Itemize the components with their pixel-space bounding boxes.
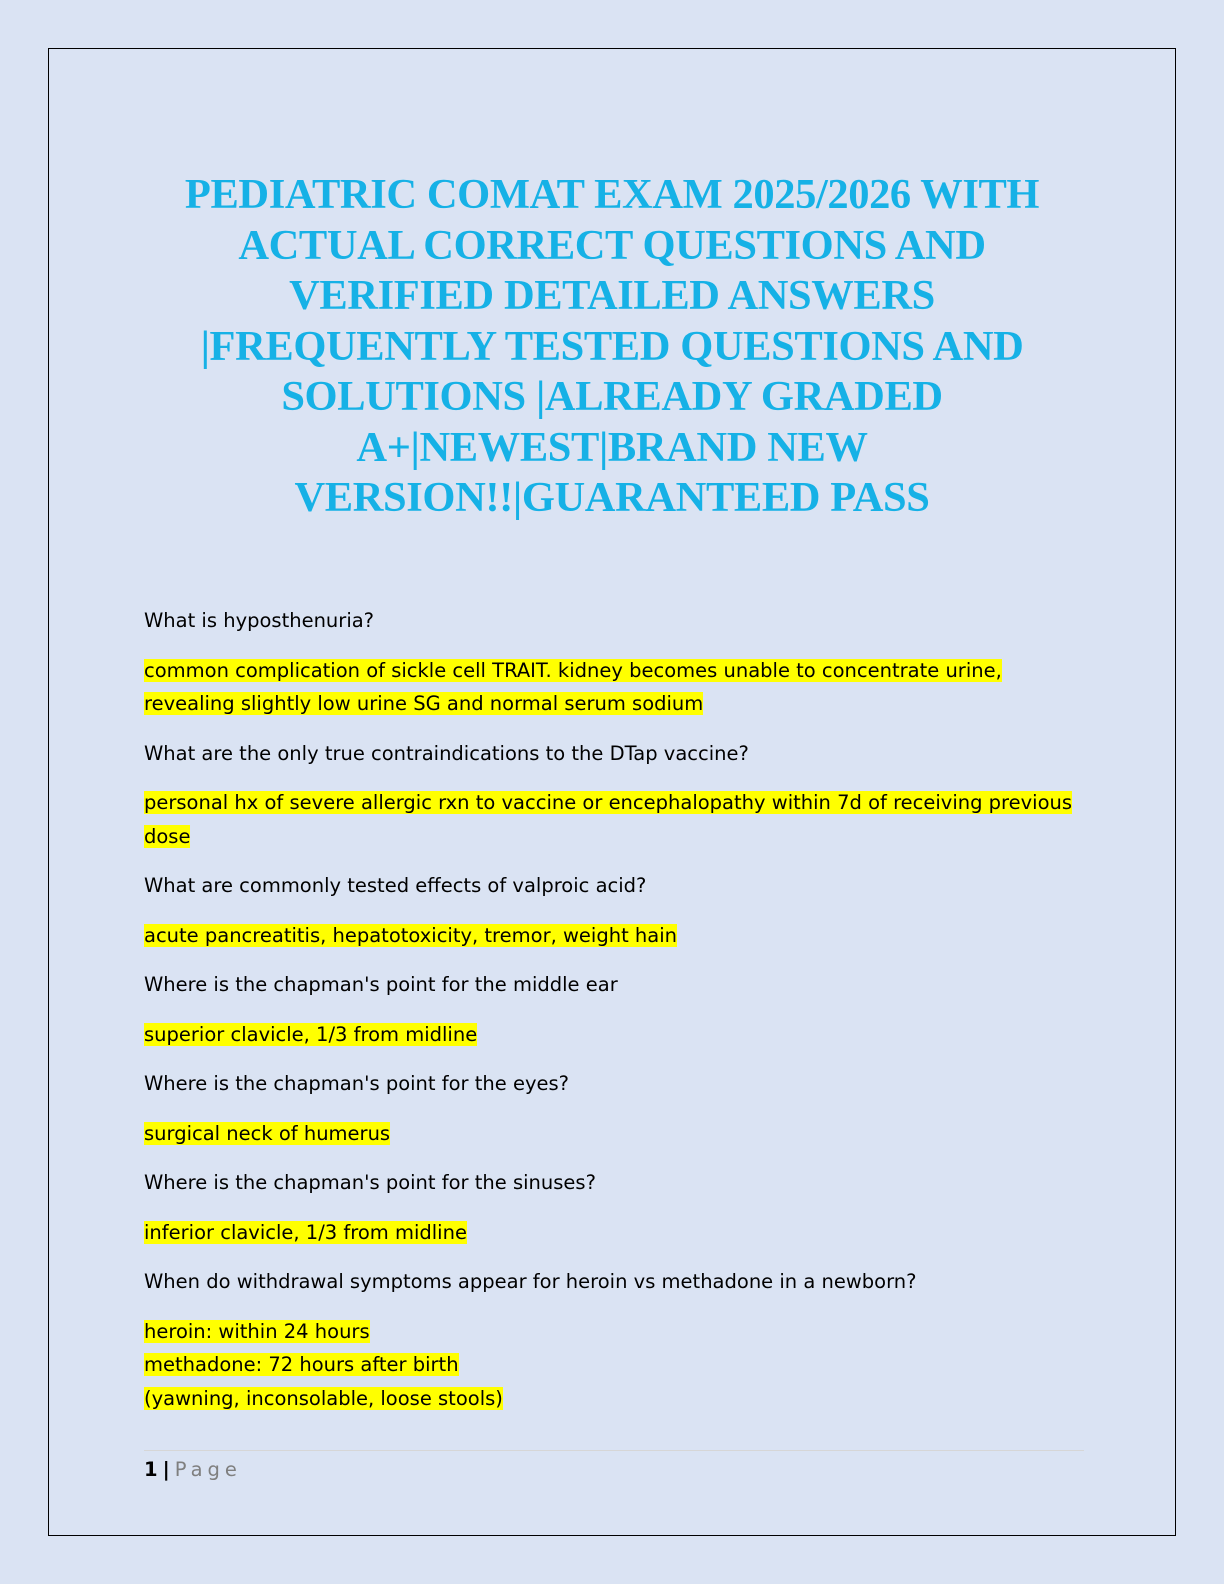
answer-chapman-sinuses (144, 1216, 1084, 1250)
page-footer (144, 1456, 242, 1484)
title-line: VERIFIED DETAILED ANSWERS (289, 272, 935, 319)
title-line: SOLUTIONS |ALREADY GRADED (281, 373, 943, 420)
footer-separator: | (162, 1458, 170, 1481)
answer-dtap-contraindications (144, 786, 1084, 853)
title-line: PEDIATRIC COMAT EXAM 2025/2026 WITH (184, 171, 1040, 218)
answer-line: (yawning, inconsolable, loose stools) (144, 1386, 503, 1410)
title-line: VERSION!!|GUARANTEED PASS (294, 474, 930, 521)
answer-line: superior clavicle, 1/3 from midline (144, 1022, 478, 1046)
footer-divider (144, 1450, 1084, 1451)
answer-line: inferior clavicle, 1/3 from midline (144, 1220, 467, 1244)
question-chapman-middle-ear: Where is the chapman's point for the middle ear (144, 973, 618, 996)
question-valproic-acid: What are commonly tested effects of valproic acid? (144, 874, 647, 897)
answer-chapman-middle-ear (144, 1018, 1084, 1052)
page-label: Page (174, 1458, 242, 1481)
answer-line: common complication of sickle cell TRAIT. kidney becomes unable to concentrate urine, (144, 658, 1002, 682)
question-newborn-withdrawal: When do withdrawal symptoms appear for heroin vs methadone in a newborn? (144, 1270, 917, 1293)
answer-chapman-eyes (144, 1117, 1084, 1151)
title-line: |FREQUENTLY TESTED QUESTIONS AND (200, 322, 1024, 370)
question-chapman-eyes: Where is the chapman's point for the eyes? (144, 1072, 570, 1095)
answer-line: methadone: 72 hours after birth (144, 1353, 459, 1376)
answer-hyposthenuria (144, 654, 1084, 721)
page-number: 1 (144, 1458, 158, 1481)
document-title (120, 170, 1104, 524)
answer-newborn-withdrawal (144, 1315, 1084, 1416)
question-chapman-sinuses: Where is the chapman's point for the sinuses? (144, 1171, 596, 1194)
answer-valproic-acid (144, 919, 1084, 953)
title-line: ACTUAL CORRECT QUESTIONS AND (238, 221, 986, 269)
title-line: A+|NEWEST|BRAND NEW (356, 423, 868, 471)
answer-line: revealing slightly low urine SG and normal serum sodium (144, 692, 704, 715)
answer-line: heroin: within 24 hours (144, 1319, 370, 1343)
question-hyposthenuria: What is hyposthenuria? (144, 609, 375, 632)
question-dtap-contraindications: What are the only true contraindications to the DTap vaccine? (144, 741, 749, 765)
answer-line: personal hx of severe allergic rxn to vaccine or encephalopathy within 7d of receiving previous (144, 791, 1073, 814)
qa-list (144, 604, 1084, 1431)
answer-line: dose (144, 824, 191, 848)
answer-line: surgical neck of humerus (144, 1121, 391, 1145)
answer-line: acute pancreatitis, hepatotoxicity, tremor, weight hain (144, 923, 678, 947)
